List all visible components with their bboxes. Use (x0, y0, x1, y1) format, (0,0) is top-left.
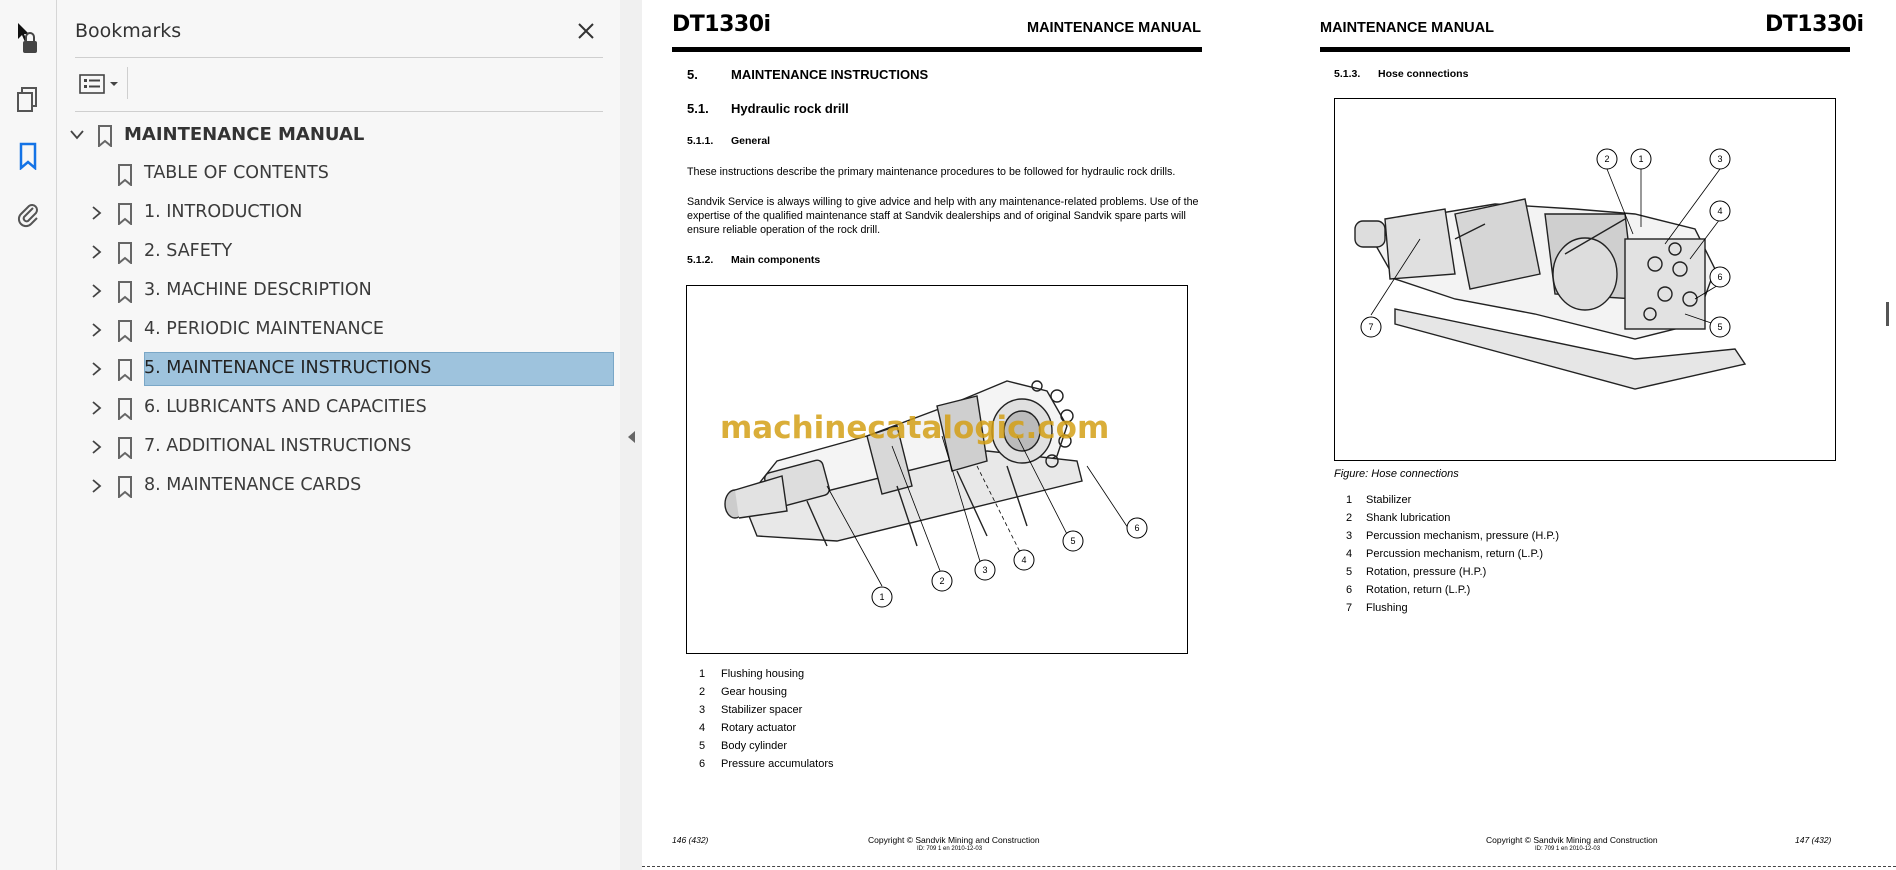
bookmark-icon (115, 320, 135, 342)
bookmark-label: 3. MACHINE DESCRIPTION (144, 280, 372, 300)
bookmark-label: 4. PERIODIC MAINTENANCE (144, 319, 384, 339)
figure-hose-connections (1334, 98, 1836, 461)
legend-item: 5 Body cylinder (699, 740, 788, 752)
section-heading: 5. MAINTENANCE INSTRUCTIONS (687, 67, 929, 82)
close-icon[interactable] (571, 16, 601, 46)
bookmark-item-selected[interactable] (57, 352, 620, 386)
bookmark-label: 2. SAFETY (144, 241, 233, 261)
bookmark-label: 1. INTRODUCTION (144, 202, 303, 222)
document-viewer[interactable] (642, 0, 1896, 870)
page-number: 147 (432) (1795, 835, 1832, 845)
divider (75, 57, 603, 58)
chevron-right-icon[interactable] (87, 242, 107, 262)
legend-list (699, 668, 834, 776)
tool-rail (0, 0, 57, 870)
header-rule (672, 47, 1202, 52)
options-button[interactable] (75, 68, 129, 100)
bookmark-label: MAINTENANCE MANUAL (124, 124, 365, 145)
scrollbar-thumb[interactable] (1886, 302, 1889, 326)
bookmark-label: 5. MAINTENANCE INSTRUCTIONS (144, 358, 432, 378)
subsubsection-heading: 5.1.1. General (687, 135, 771, 147)
bookmark-icon[interactable] (10, 138, 46, 174)
bookmark-icon (115, 203, 135, 225)
legend-item: 3 Stabilizer spacer (699, 704, 803, 716)
bookmark-item[interactable] (57, 430, 620, 464)
subsubsection-heading: 5.1.3. Hose connections (1334, 68, 1469, 80)
callout: 4 (1021, 555, 1027, 565)
callout: 7 (1368, 322, 1374, 332)
attachment-icon[interactable] (10, 196, 46, 232)
legend-item: 4 Rotary actuator (699, 722, 797, 734)
bookmark-label: 7. ADDITIONAL INSTRUCTIONS (144, 436, 412, 456)
bookmark-item[interactable] (57, 157, 620, 191)
callout: 3 (1717, 154, 1723, 164)
list-options-icon (79, 74, 105, 94)
panel-title: Bookmarks (75, 20, 182, 42)
bookmark-icon (115, 476, 135, 498)
bookmark-item[interactable] (57, 196, 620, 230)
chevron-right-icon[interactable] (87, 281, 107, 301)
figure-main-components (686, 285, 1188, 654)
callout: 4 (1717, 206, 1723, 216)
legend-item: 7 Flushing (1346, 602, 1408, 614)
legend-item: 2 Shank lubrication (1346, 512, 1451, 524)
legend-item: 1 Stabilizer (1346, 494, 1412, 506)
model-name: DT1330i (672, 12, 771, 37)
page-147 (1260, 0, 1896, 870)
copyright: Copyright © Sandvik Mining and Construction (868, 835, 1040, 845)
subsection-heading: 5.1. Hydraulic rock drill (687, 101, 849, 116)
paragraph: Sandvik Service is always willing to give advice and help with any maintenance-related problems. Use of the expertise of the qualified maintenance staff at Sandvik dealerships and of original Sandvik spare parts will ensure reliable operation of the rock drill. (687, 196, 1199, 236)
subsubsection-heading: 5.1.2. Main components (687, 254, 821, 266)
legend-list (1346, 494, 1559, 620)
legend-item: 5 Rotation, pressure (H.P.) (1346, 566, 1487, 578)
bookmark-item[interactable] (57, 235, 620, 269)
bookmark-icon (115, 437, 135, 459)
chevron-down-icon[interactable] (67, 125, 87, 145)
chevron-right-icon[interactable] (87, 320, 107, 340)
legend-item: 4 Percussion mechanism, return (L.P.) (1346, 548, 1544, 560)
legend-item: 2 Gear housing (699, 686, 788, 698)
divider (127, 67, 128, 99)
model-name: DT1330i (1765, 12, 1864, 37)
callout: 5 (1717, 322, 1723, 332)
callout: 2 (1604, 154, 1610, 164)
bookmark-item[interactable] (57, 274, 620, 308)
bookmark-label: 6. LUBRICANTS AND CAPACITIES (144, 397, 427, 417)
watermark: machinecatalogic.com (720, 410, 1110, 446)
legend-item: 6 Pressure accumulators (699, 758, 834, 770)
chevron-right-icon[interactable] (87, 476, 107, 496)
bookmark-item[interactable] (57, 469, 620, 503)
bookmark-label: 8. MAINTENANCE CARDS (144, 475, 362, 495)
bookmark-icon (115, 242, 135, 264)
bookmark-icon (115, 359, 135, 381)
callout: 6 (1134, 523, 1140, 533)
rock-drill-illustration (687, 286, 1187, 653)
callout: 6 (1717, 272, 1723, 282)
bookmark-icon (115, 281, 135, 303)
bookmark-icon (95, 125, 115, 147)
page-number: 146 (432) (672, 835, 709, 845)
lock-icon[interactable] (10, 20, 46, 56)
page-146 (642, 0, 1260, 870)
divider (75, 111, 603, 112)
bookmarks-panel (57, 0, 621, 870)
paragraph: These instructions describe the primary maintenance procedures to be followed for hydraulic rock drills. (687, 166, 1176, 178)
copyright: Copyright © Sandvik Mining and Construction (1486, 835, 1658, 845)
callout: 5 (1070, 536, 1076, 546)
bookmark-icon (115, 398, 135, 420)
collapse-arrow-icon (627, 430, 636, 444)
dropdown-arrow-icon (109, 80, 119, 88)
header-title: MAINTENANCE MANUAL (1320, 20, 1494, 36)
figure-caption: Figure: Hose connections (1334, 468, 1459, 480)
header-rule (1320, 47, 1850, 52)
bookmark-label: TABLE OF CONTENTS (144, 163, 329, 183)
callout: 2 (939, 576, 945, 586)
chevron-right-icon[interactable] (87, 437, 107, 457)
bookmark-item[interactable] (57, 118, 620, 152)
page-boundary (642, 866, 1896, 867)
callout: 1 (1638, 154, 1644, 164)
callout: 1 (879, 592, 885, 602)
bookmark-item[interactable] (57, 391, 620, 425)
header-title: MAINTENANCE MANUAL (1027, 20, 1201, 36)
legend-item: 6 Rotation, return (L.P.) (1346, 584, 1471, 596)
bookmark-item[interactable] (57, 313, 620, 347)
bookmark-icon (115, 164, 135, 186)
document-id: ID: 709 1 en 2010-12-03 (917, 846, 983, 852)
chevron-right-icon[interactable] (87, 359, 107, 379)
hose-connections-illustration (1335, 99, 1835, 460)
panel-collapse-handle[interactable] (620, 0, 642, 870)
legend-item: 3 Percussion mechanism, pressure (H.P.) (1346, 530, 1559, 542)
callout: 3 (982, 565, 988, 575)
document-id: ID: 709 1 en 2010-12-03 (1535, 846, 1601, 852)
legend-item: 1 Flushing housing (699, 668, 805, 680)
chevron-right-icon[interactable] (87, 203, 107, 223)
pages-icon[interactable] (10, 82, 46, 118)
chevron-right-icon[interactable] (87, 398, 107, 418)
